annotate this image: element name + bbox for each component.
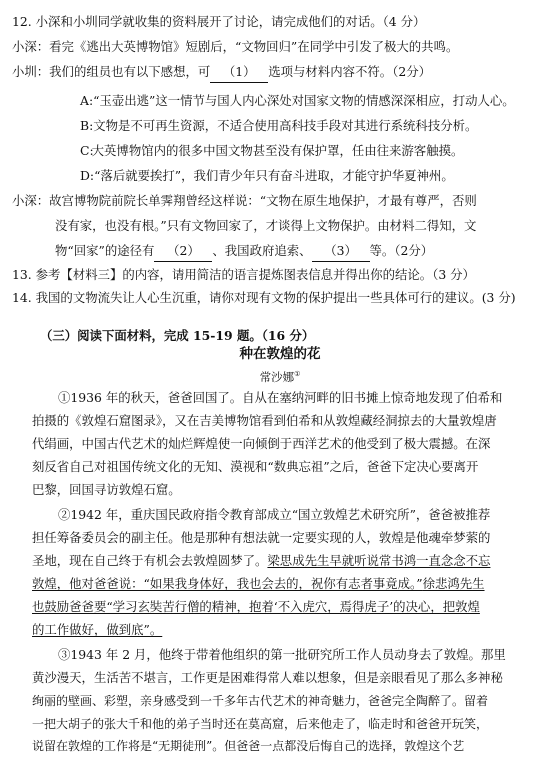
section-heading: （三）阅读下面材料，完成 15-19 题。（16 分） (40, 328, 315, 343)
paragraph-3-line-2: 黄沙漫天，生活苦不堪言，工作更是困难得常人难以想象，但是亲眼看见了那么多神秘 (32, 670, 503, 685)
paragraph-3-line-3: 绚丽的壁画、彩塑，亲身感受到一千多年古代艺术的神奇魅力，爸爸完全陶醉了。留着 (32, 694, 489, 708)
article-author: 常沙娜① (259, 369, 301, 384)
q14: 14. 我国的文物流失让人心生沉重，请你对现有文物的保护提出一些具体可行的建议。(3 分) (12, 290, 516, 305)
option-c: C:大英博物馆内的很多中国文物甚至没有保护罩，任由往来游客触摸。 (80, 143, 464, 158)
paragraph-1-line-1: ①1936 年的秋天，爸爸回国了。自从在塞纳河畔的旧书摊上惊奇地发现了伯希和 (58, 390, 503, 405)
paragraph-2-line-1: ②1942 年，重庆国民政府指令教育部成立“国立敦煌艺术研究所”，爸爸被推荐 (58, 507, 491, 522)
paragraph-2-line-3: 圣地，现在自己终于有机会去敦煌圆梦了。梁思成先生早就听说常书鸿一直念念不忘 (32, 553, 491, 568)
q12-dialogue-line3-cont: 没有家，也没有根。”只有文物回家了，才谈得上文物保护。由材料二得知，文 (55, 218, 477, 233)
paragraph-2-line-5: 也鼓励爸爸要“学习玄奘苦行僧的精神，抱着‘不入虎穴，焉得虎子’的决心，把敦煌 (32, 599, 480, 614)
paragraph-1-line-4: 刻反省自己对祖国传统文化的无知、漠视和“数典忘祖”之后，爸爸下定决心要离开 (32, 459, 479, 474)
option-b: B:文物是不可再生资源，不适合使用高科技手段对其进行系统科技分析。 (80, 118, 478, 133)
q13: 13. 参考【材料三】的内容，请用简洁的语言提炼图表信息并得出你的结论。（3 分） (12, 267, 475, 282)
answer-blank-2[interactable]: （2） (154, 241, 212, 262)
answer-blank-1[interactable]: （1） (210, 62, 268, 83)
q12-dialogue-line3-blanks: 物“回家”的途径有 （2） 、我国政府追索、 （3） 等。（2分） (55, 241, 433, 262)
option-d: D:“落后就要挨打”，我们青少年只有奋斗进取，才能守护华夏神州。 (80, 168, 454, 183)
q12-stem: 12. 小深和小圳同学就收集的资料展开了讨论，请完成他们的对话。（4 分） (12, 14, 426, 29)
q12-dialogue-line1: 小深：看完《逃出大英博物馆》短剧后，“文物回归”在同学中引发了极大的共鸣。 (12, 39, 459, 54)
underlined-passage: 梁思成先生早就听说常书鸿一直念念不忘 (267, 553, 491, 568)
q12-dialogue-line2: 小圳：我们的组员也有以下感想，可 （1） 选项与材料内容不符。（2分） (12, 62, 431, 83)
paragraph-3-line-5: 说留在敦煌的工作将是“无期徒刑”。但爸爸一点都没后悔自己的选择，敦煌这个艺 (32, 739, 465, 753)
paragraph-3-line-4: 一把大胡子的张大千和他的弟子当时还在莫高窟，后来他走了，临走时和爸爸开玩笑， (32, 717, 489, 731)
q12-dialogue-line3: 小深：故宫博物院前院长单霁翔曾经这样说：“文物在原生地保护，才最有尊严，否则 (12, 193, 477, 208)
footnote-marker: ① (294, 370, 301, 378)
option-a: A:“玉壶出逃”这一情节与国人内心深处对国家文物的情感深深相应，打动人心。 (80, 93, 515, 108)
paragraph-1-line-2: 拍摄的《敦煌石窟图录》，又在吉美博物馆看到伯希和从敦煌藏经洞掠去的大量敦煌唐 (32, 413, 497, 428)
paragraph-3-line-1: ③1943 年 2 月，他终于带着他组织的第一批研究所工作人员动身去了敦煌。那里 (58, 647, 506, 662)
paragraph-1-line-3: 代绢画，中国古代艺术的灿烂辉煌使一向倾倒于西洋艺术的他受到了极大震撼。在深 (32, 436, 491, 451)
paragraph-2-line-6: 的工作做好，做到底”。 (32, 622, 163, 637)
paragraph-2-line-2: 担任筹备委员会的副主任。他是那种有想法就一定要实现的人，敦煌是他魂牵梦萦的 (32, 530, 491, 545)
paragraph-1-line-5: 巴黎，回国寻访敦煌石窟。 (32, 482, 181, 497)
article-title: 种在敦煌的花 (239, 346, 321, 362)
paragraph-2-line-4: 敦煌，他对爸爸说：“如果我身体好，我也会去的，祝你有志者事竟成。”徐悲鸿先生 (32, 576, 485, 591)
answer-blank-3[interactable]: （3） (312, 241, 370, 262)
